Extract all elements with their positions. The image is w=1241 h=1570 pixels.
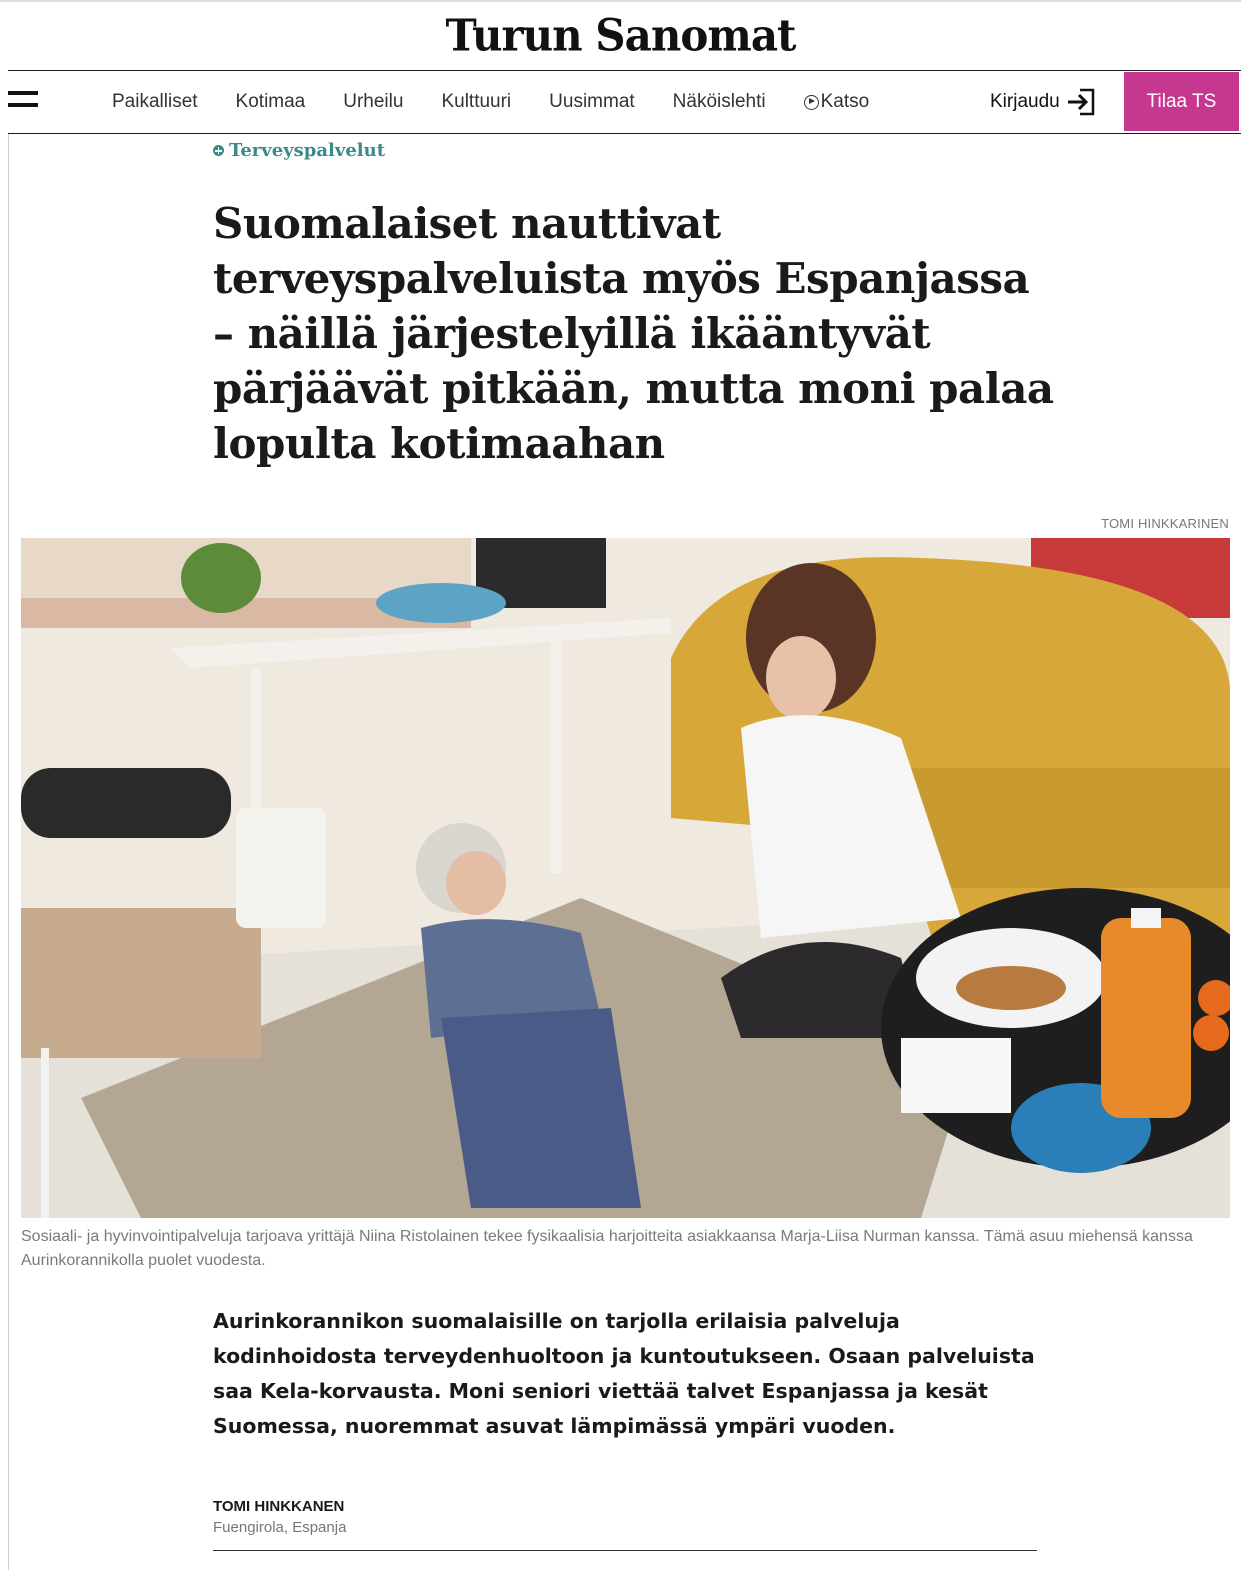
article-lead: Aurinkorannikon suomalaisille on tarjolla erilaisia palveluja kodinhoidosta terveydenhuoltoon ja kuntoutukseen. Osaan palveluista saa Kela-korvausta. Moni seniori viettää talvet Espanjassa ja kesät Suomessa, nuoremmat asuvat lämpimässä ympäri vuoden. bbox=[213, 1309, 1035, 1438]
author-location: Fuengirola, Espanja bbox=[213, 1519, 347, 1536]
category-label: Terveyspalvelut bbox=[229, 140, 386, 161]
site-logo[interactable]: Turun Sanomat bbox=[445, 9, 796, 62]
nav-link-nakoislehti[interactable]: Näköislehti bbox=[672, 91, 766, 112]
article-headline: Suomalaiset nauttivat terveyspalveluista myös Espanjassa – näillä järjestelyillä ikääntyvät pärjäävät pitkään, mutta moni palaa lopulta kotimaahan bbox=[213, 199, 1054, 468]
nav-link-katso[interactable] bbox=[804, 91, 870, 113]
nav-link-kulttuuri[interactable]: Kulttuuri bbox=[441, 91, 512, 112]
author-name[interactable]: TOMI HINKKANEN bbox=[213, 1498, 345, 1515]
masthead bbox=[0, 8, 1241, 64]
divider bbox=[213, 1550, 1037, 1551]
subscribe-button[interactable]: Tilaa TS bbox=[1124, 72, 1239, 131]
top-rule bbox=[0, 0, 1241, 2]
content-border bbox=[8, 134, 9, 1570]
nav-links bbox=[112, 71, 907, 133]
login-label: Kirjaudu bbox=[990, 91, 1060, 112]
main-nav bbox=[8, 70, 1241, 134]
nav-link-urheilu[interactable]: Urheilu bbox=[343, 91, 404, 112]
nav-link-paikalliset[interactable]: Paikalliset bbox=[112, 91, 198, 112]
article-photo[interactable] bbox=[21, 538, 1230, 1218]
nav-link-katso-label: Katso bbox=[820, 91, 870, 112]
play-icon bbox=[804, 95, 819, 110]
photo-caption: Sosiaali- ja hyvinvointipalveluja tarjoava yrittäjä Niina Ristolainen tekee fysikaalisia harjoitteita asiakkaansa Marja-Liisa Nurman kanssa. Tämä asuu miehensä kanssa Aurinkorannikolla puolet vuodesta. bbox=[21, 1228, 1193, 1269]
login-button[interactable] bbox=[990, 71, 1096, 133]
login-arrow-icon bbox=[1066, 87, 1096, 117]
nav-link-kotimaa[interactable]: Kotimaa bbox=[235, 91, 306, 112]
photo-credit: TOMI HINKKARINEN bbox=[1101, 516, 1229, 531]
category-link[interactable] bbox=[213, 140, 385, 161]
menu-icon[interactable] bbox=[8, 91, 38, 113]
plus-icon bbox=[213, 145, 224, 156]
nav-link-uusimmat[interactable]: Uusimmat bbox=[549, 91, 635, 112]
